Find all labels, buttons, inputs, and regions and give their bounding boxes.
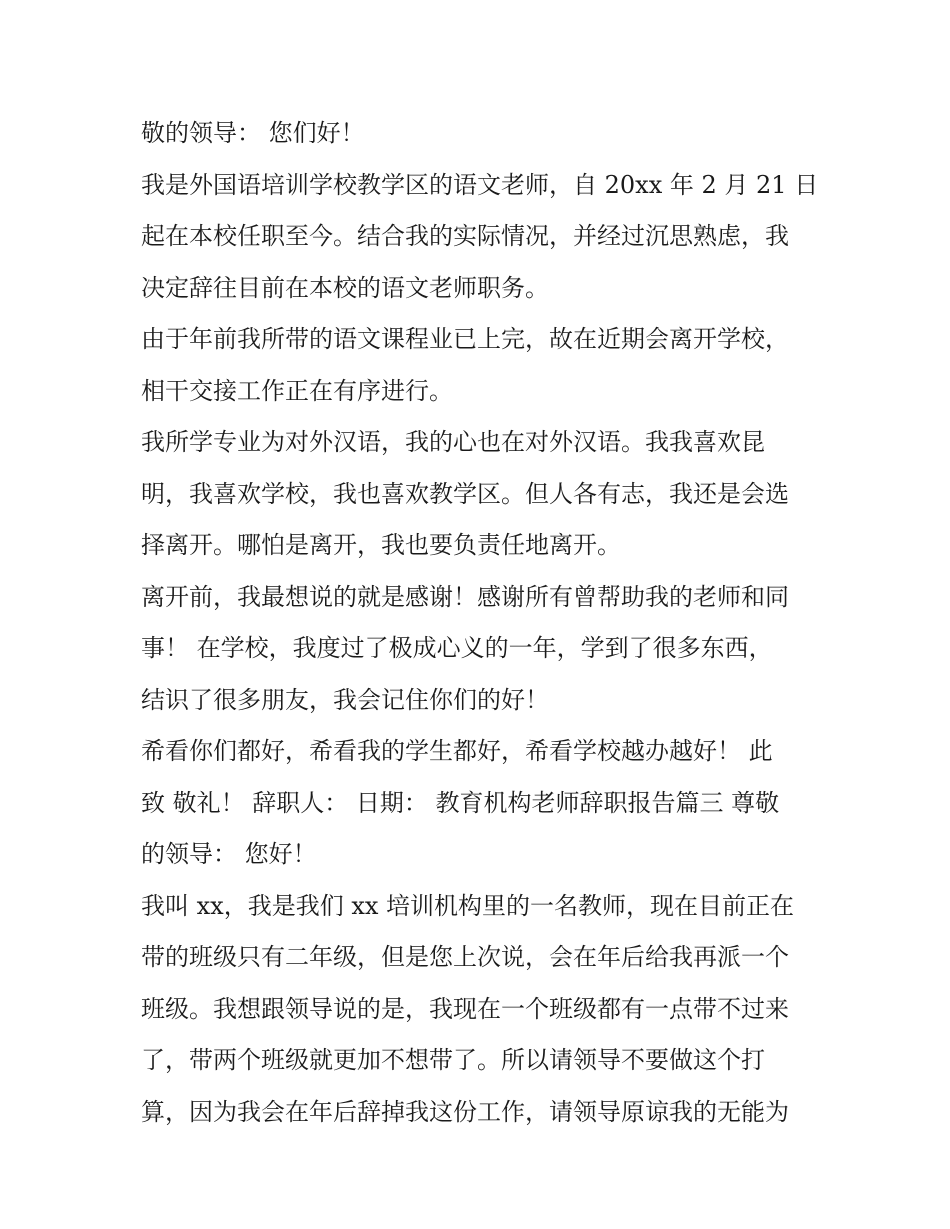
text-line: 结识了很多朋友，我会记住你们的好！ xyxy=(141,685,549,714)
text-line: 我所学专业为对外汉语，我的心也在对外汉语。我我喜欢昆 xyxy=(141,428,765,456)
text-line: 致 敬礼！ 辞职人： 日期： 教育机构老师辞职报告篇三 尊敬 xyxy=(141,788,780,817)
text-line: 带的班级只有二年级，但是您上次说，会在年后给我再派一个 xyxy=(141,943,789,971)
letter-body xyxy=(141,108,821,1138)
text-line: 离开前，我最想说的就是感谢！感谢所有曾帮助我的老师和同 xyxy=(141,582,789,611)
text-line: 敬的领导： 您们好！ xyxy=(141,119,365,147)
text-line: 我是外国语培训学校教学区的语文老师，自 20xx 年 2 月 21 日 xyxy=(141,170,819,199)
text-line: 决定辞往目前在本校的语文老师职务。 xyxy=(141,273,549,302)
text-line: 事！ 在学校，我度过了极成心义的一年，学到了很多东西， xyxy=(141,634,773,662)
text-line: 算，因为我会在年后辞掉我这份工作，请领导原谅我的无能为 xyxy=(141,1097,789,1126)
text-line: 班级。我想跟领导说的是，我现在一个班级都有一点带不过来 xyxy=(141,994,789,1023)
text-line: 的领导： 您好！ xyxy=(141,840,317,868)
text-line: 了，带两个班级就更加不想带了。所以请领导不要做这个打 xyxy=(141,1046,765,1074)
text-line: 我叫 xx，我是我们 xx 培训机构里的一名教师，现在目前正在 xyxy=(141,891,795,920)
text-line: 明，我喜欢学校，我也喜欢教学区。但人各有志，我还是会选 xyxy=(141,479,789,508)
text-line: 择离开。哪怕是离开，我也要负责任地离开。 xyxy=(141,531,621,559)
text-line: 由于年前我所带的语文课程业已上完，故在近期会离开学校， xyxy=(141,325,789,353)
text-line: 希看你们都好，希看我的学生都好，希看学校越办越好！ 此 xyxy=(141,737,773,765)
text-line: 相干交接工作正在有序进行。 xyxy=(141,376,453,405)
text-line: 起在本校任职至今。结合我的实际情况，并经过沉思熟虑，我 xyxy=(141,222,789,250)
